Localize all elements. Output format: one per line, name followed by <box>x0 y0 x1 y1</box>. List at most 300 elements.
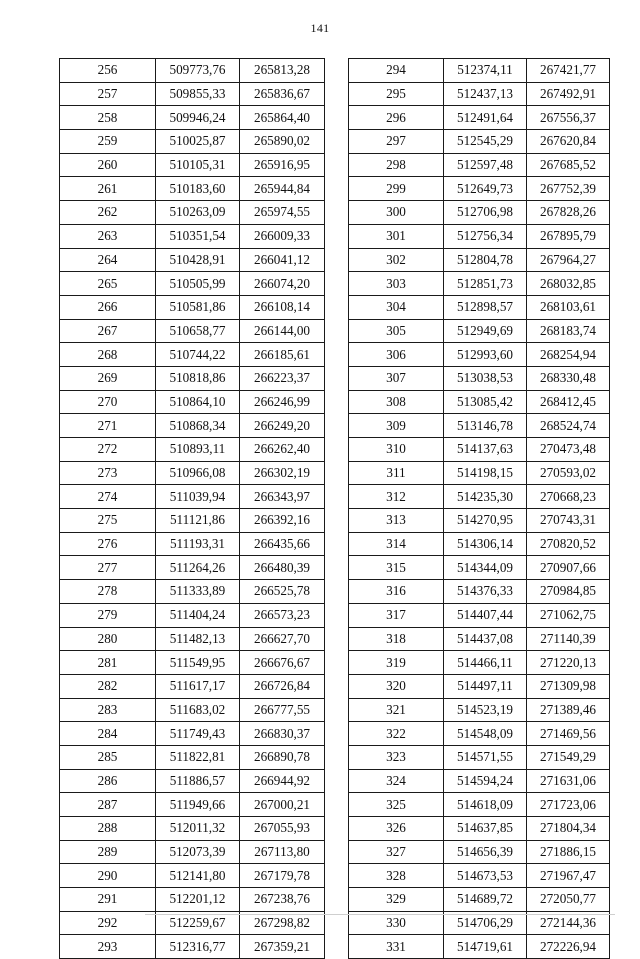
x-coordinate-cell: 514719,61 <box>444 935 527 959</box>
x-coordinate-cell: 510744,22 <box>156 343 240 367</box>
x-coordinate-cell: 514706,29 <box>444 911 527 935</box>
table-row <box>349 627 610 651</box>
x-coordinate-cell: 512756,34 <box>444 224 527 248</box>
y-coordinate-cell: 267000,21 <box>240 793 325 817</box>
point-number-cell: 297 <box>349 130 444 154</box>
x-coordinate-cell: 512141,80 <box>156 864 240 888</box>
x-coordinate-cell: 514497,11 <box>444 674 527 698</box>
point-number-cell: 292 <box>60 911 156 935</box>
point-number-cell: 283 <box>60 698 156 722</box>
y-coordinate-cell: 266185,61 <box>240 343 325 367</box>
coordinates-table-right <box>348 58 610 959</box>
y-coordinate-cell: 271140,39 <box>527 627 610 651</box>
x-coordinate-cell: 511193,31 <box>156 532 240 556</box>
point-number-cell: 311 <box>349 461 444 485</box>
table-row <box>60 177 325 201</box>
y-coordinate-cell: 267113,80 <box>240 840 325 864</box>
table-row <box>349 651 610 675</box>
table-row <box>349 130 610 154</box>
point-number-cell: 281 <box>60 651 156 675</box>
point-number-cell: 259 <box>60 130 156 154</box>
x-coordinate-cell: 514376,33 <box>444 580 527 604</box>
x-coordinate-cell: 510581,86 <box>156 295 240 319</box>
table-row <box>349 532 610 556</box>
x-coordinate-cell: 510658,77 <box>156 319 240 343</box>
x-coordinate-cell: 513146,78 <box>444 414 527 438</box>
x-coordinate-cell: 512259,67 <box>156 911 240 935</box>
table-row <box>60 414 325 438</box>
point-number-cell: 270 <box>60 390 156 414</box>
table-row <box>349 248 610 272</box>
point-number-cell: 278 <box>60 580 156 604</box>
point-number-cell: 305 <box>349 319 444 343</box>
y-coordinate-cell: 270820,52 <box>527 532 610 556</box>
x-coordinate-cell: 510428,91 <box>156 248 240 272</box>
point-number-cell: 258 <box>60 106 156 130</box>
point-number-cell: 288 <box>60 817 156 841</box>
x-coordinate-cell: 514198,15 <box>444 461 527 485</box>
table-row <box>60 722 325 746</box>
y-coordinate-cell: 270668,23 <box>527 485 610 509</box>
point-number-cell: 329 <box>349 888 444 912</box>
table-row <box>60 651 325 675</box>
x-coordinate-cell: 512201,12 <box>156 888 240 912</box>
y-coordinate-cell: 267620,84 <box>527 130 610 154</box>
point-number-cell: 310 <box>349 438 444 462</box>
x-coordinate-cell: 512949,69 <box>444 319 527 343</box>
table-row <box>349 840 610 864</box>
point-number-cell: 314 <box>349 532 444 556</box>
point-number-cell: 269 <box>60 366 156 390</box>
x-coordinate-cell: 511264,26 <box>156 556 240 580</box>
y-coordinate-cell: 271967,47 <box>527 864 610 888</box>
x-coordinate-cell: 512649,73 <box>444 177 527 201</box>
y-coordinate-cell: 268103,61 <box>527 295 610 319</box>
y-coordinate-cell: 265890,02 <box>240 130 325 154</box>
x-coordinate-cell: 511683,02 <box>156 698 240 722</box>
table-row <box>60 793 325 817</box>
table-row <box>349 343 610 367</box>
x-coordinate-cell: 510105,31 <box>156 153 240 177</box>
x-coordinate-cell: 510183,60 <box>156 177 240 201</box>
point-number-cell: 301 <box>349 224 444 248</box>
table-row <box>60 603 325 627</box>
table-row <box>349 769 610 793</box>
point-number-cell: 277 <box>60 556 156 580</box>
y-coordinate-cell: 266435,66 <box>240 532 325 556</box>
x-coordinate-cell: 513038,53 <box>444 366 527 390</box>
y-coordinate-cell: 266830,37 <box>240 722 325 746</box>
x-coordinate-cell: 514344,09 <box>444 556 527 580</box>
point-number-cell: 300 <box>349 201 444 225</box>
x-coordinate-cell: 512851,73 <box>444 272 527 296</box>
point-number-cell: 275 <box>60 509 156 533</box>
y-coordinate-cell: 271389,46 <box>527 698 610 722</box>
point-number-cell: 294 <box>349 59 444 83</box>
point-number-cell: 309 <box>349 414 444 438</box>
x-coordinate-cell: 514571,55 <box>444 745 527 769</box>
table-row <box>60 295 325 319</box>
point-number-cell: 273 <box>60 461 156 485</box>
table-row <box>60 153 325 177</box>
table-row <box>60 935 325 959</box>
point-number-cell: 272 <box>60 438 156 462</box>
table-row <box>349 698 610 722</box>
table-row <box>60 817 325 841</box>
y-coordinate-cell: 267895,79 <box>527 224 610 248</box>
table-row <box>60 272 325 296</box>
y-coordinate-cell: 266302,19 <box>240 461 325 485</box>
point-number-cell: 326 <box>349 817 444 841</box>
y-coordinate-cell: 270473,48 <box>527 438 610 462</box>
point-number-cell: 296 <box>349 106 444 130</box>
x-coordinate-cell: 514270,95 <box>444 509 527 533</box>
y-coordinate-cell: 267752,39 <box>527 177 610 201</box>
x-coordinate-cell: 512316,77 <box>156 935 240 959</box>
y-coordinate-cell: 267055,93 <box>240 817 325 841</box>
point-number-cell: 266 <box>60 295 156 319</box>
y-coordinate-cell: 267298,82 <box>240 911 325 935</box>
x-coordinate-cell: 514548,09 <box>444 722 527 746</box>
table-row <box>349 319 610 343</box>
table-row <box>60 485 325 509</box>
x-coordinate-cell: 510966,08 <box>156 461 240 485</box>
y-coordinate-cell: 268524,74 <box>527 414 610 438</box>
point-number-cell: 271 <box>60 414 156 438</box>
x-coordinate-cell: 511333,89 <box>156 580 240 604</box>
point-number-cell: 318 <box>349 627 444 651</box>
table-row <box>349 556 610 580</box>
x-coordinate-cell: 511949,66 <box>156 793 240 817</box>
table-row <box>349 438 610 462</box>
point-number-cell: 320 <box>349 674 444 698</box>
point-number-cell: 261 <box>60 177 156 201</box>
point-number-cell: 260 <box>60 153 156 177</box>
x-coordinate-cell: 511482,13 <box>156 627 240 651</box>
point-number-cell: 263 <box>60 224 156 248</box>
y-coordinate-cell: 266627,70 <box>240 627 325 651</box>
y-coordinate-cell: 267359,21 <box>240 935 325 959</box>
table-row <box>60 248 325 272</box>
x-coordinate-cell: 512374,11 <box>444 59 527 83</box>
x-coordinate-cell: 512545,29 <box>444 130 527 154</box>
y-coordinate-cell: 268412,45 <box>527 390 610 414</box>
y-coordinate-cell: 265864,40 <box>240 106 325 130</box>
table-row <box>60 319 325 343</box>
y-coordinate-cell: 267492,91 <box>527 82 610 106</box>
table-row <box>60 509 325 533</box>
point-number-cell: 268 <box>60 343 156 367</box>
point-number-cell: 317 <box>349 603 444 627</box>
y-coordinate-cell: 266223,37 <box>240 366 325 390</box>
y-coordinate-cell: 271469,56 <box>527 722 610 746</box>
y-coordinate-cell: 271309,98 <box>527 674 610 698</box>
y-coordinate-cell: 268254,94 <box>527 343 610 367</box>
point-number-cell: 306 <box>349 343 444 367</box>
table-row <box>60 130 325 154</box>
table-row <box>60 343 325 367</box>
table-row <box>349 603 610 627</box>
point-number-cell: 328 <box>349 864 444 888</box>
table-row <box>349 82 610 106</box>
table-row <box>349 272 610 296</box>
table-row <box>60 580 325 604</box>
page-number: 141 <box>310 21 330 35</box>
y-coordinate-cell: 272050,77 <box>527 888 610 912</box>
y-coordinate-cell: 267238,76 <box>240 888 325 912</box>
x-coordinate-cell: 514466,11 <box>444 651 527 675</box>
y-coordinate-cell: 266074,20 <box>240 272 325 296</box>
y-coordinate-cell: 265944,84 <box>240 177 325 201</box>
table-row <box>349 485 610 509</box>
table-row <box>349 461 610 485</box>
y-coordinate-cell: 266041,12 <box>240 248 325 272</box>
x-coordinate-cell: 510864,10 <box>156 390 240 414</box>
table-row <box>349 674 610 698</box>
table-row <box>60 532 325 556</box>
table-row <box>349 366 610 390</box>
y-coordinate-cell: 267964,27 <box>527 248 610 272</box>
point-number-cell: 303 <box>349 272 444 296</box>
point-number-cell: 331 <box>349 935 444 959</box>
point-number-cell: 330 <box>349 911 444 935</box>
table-row <box>60 698 325 722</box>
y-coordinate-cell: 271804,34 <box>527 817 610 841</box>
y-coordinate-cell: 271549,29 <box>527 745 610 769</box>
x-coordinate-cell: 510351,54 <box>156 224 240 248</box>
y-coordinate-cell: 267179,78 <box>240 864 325 888</box>
table-row <box>349 224 610 248</box>
y-coordinate-cell: 266944,92 <box>240 769 325 793</box>
y-coordinate-cell: 268183,74 <box>527 319 610 343</box>
table-row <box>349 722 610 746</box>
x-coordinate-cell: 511749,43 <box>156 722 240 746</box>
coordinates-table-left <box>59 58 325 959</box>
point-number-cell: 304 <box>349 295 444 319</box>
table-row <box>349 201 610 225</box>
x-coordinate-cell: 512993,60 <box>444 343 527 367</box>
table-row <box>60 769 325 793</box>
y-coordinate-cell: 266573,23 <box>240 603 325 627</box>
point-number-cell: 299 <box>349 177 444 201</box>
y-coordinate-cell: 268330,48 <box>527 366 610 390</box>
table-row <box>60 864 325 888</box>
point-number-cell: 313 <box>349 509 444 533</box>
x-coordinate-cell: 510505,99 <box>156 272 240 296</box>
table-row <box>60 82 325 106</box>
point-number-cell: 316 <box>349 580 444 604</box>
y-coordinate-cell: 271220,13 <box>527 651 610 675</box>
table-row <box>60 366 325 390</box>
page-bottom-rule <box>145 914 615 915</box>
x-coordinate-cell: 510263,09 <box>156 201 240 225</box>
x-coordinate-cell: 511039,94 <box>156 485 240 509</box>
x-coordinate-cell: 512898,57 <box>444 295 527 319</box>
x-coordinate-cell: 512011,32 <box>156 817 240 841</box>
point-number-cell: 322 <box>349 722 444 746</box>
point-number-cell: 264 <box>60 248 156 272</box>
table-row <box>60 745 325 769</box>
x-coordinate-cell: 510893,11 <box>156 438 240 462</box>
point-number-cell: 295 <box>349 82 444 106</box>
point-number-cell: 284 <box>60 722 156 746</box>
point-number-cell: 293 <box>60 935 156 959</box>
y-coordinate-cell: 270984,85 <box>527 580 610 604</box>
y-coordinate-cell: 266726,84 <box>240 674 325 698</box>
table-row <box>60 674 325 698</box>
point-number-cell: 279 <box>60 603 156 627</box>
table-row <box>60 840 325 864</box>
y-coordinate-cell: 268032,85 <box>527 272 610 296</box>
x-coordinate-cell: 511121,86 <box>156 509 240 533</box>
point-number-cell: 312 <box>349 485 444 509</box>
x-coordinate-cell: 514637,85 <box>444 817 527 841</box>
table-row <box>349 817 610 841</box>
x-coordinate-cell: 511822,81 <box>156 745 240 769</box>
table-row <box>349 793 610 817</box>
point-number-cell: 298 <box>349 153 444 177</box>
table-row <box>60 106 325 130</box>
point-number-cell: 256 <box>60 59 156 83</box>
point-number-cell: 315 <box>349 556 444 580</box>
table-row <box>349 295 610 319</box>
x-coordinate-cell: 511886,57 <box>156 769 240 793</box>
x-coordinate-cell: 511549,95 <box>156 651 240 675</box>
x-coordinate-cell: 510818,86 <box>156 366 240 390</box>
table-row <box>60 556 325 580</box>
point-number-cell: 285 <box>60 745 156 769</box>
table-row <box>349 888 610 912</box>
point-number-cell: 323 <box>349 745 444 769</box>
y-coordinate-cell: 266009,33 <box>240 224 325 248</box>
x-coordinate-cell: 512804,78 <box>444 248 527 272</box>
y-coordinate-cell: 265836,67 <box>240 82 325 106</box>
x-coordinate-cell: 514437,08 <box>444 627 527 651</box>
y-coordinate-cell: 271062,75 <box>527 603 610 627</box>
point-number-cell: 280 <box>60 627 156 651</box>
x-coordinate-cell: 509773,76 <box>156 59 240 83</box>
x-coordinate-cell: 514673,53 <box>444 864 527 888</box>
y-coordinate-cell: 266249,20 <box>240 414 325 438</box>
x-coordinate-cell: 513085,42 <box>444 390 527 414</box>
point-number-cell: 265 <box>60 272 156 296</box>
table-row <box>349 390 610 414</box>
table-row <box>349 59 610 83</box>
point-number-cell: 291 <box>60 888 156 912</box>
y-coordinate-cell: 266525,78 <box>240 580 325 604</box>
point-number-cell: 307 <box>349 366 444 390</box>
x-coordinate-cell: 510025,87 <box>156 130 240 154</box>
y-coordinate-cell: 271886,15 <box>527 840 610 864</box>
x-coordinate-cell: 514235,30 <box>444 485 527 509</box>
table-row <box>60 224 325 248</box>
x-coordinate-cell: 509855,33 <box>156 82 240 106</box>
y-coordinate-cell: 267685,52 <box>527 153 610 177</box>
x-coordinate-cell: 511404,24 <box>156 603 240 627</box>
x-coordinate-cell: 512437,13 <box>444 82 527 106</box>
x-coordinate-cell: 514594,24 <box>444 769 527 793</box>
y-coordinate-cell: 265916,95 <box>240 153 325 177</box>
table-row <box>60 888 325 912</box>
y-coordinate-cell: 266890,78 <box>240 745 325 769</box>
point-number-cell: 286 <box>60 769 156 793</box>
x-coordinate-cell: 512706,98 <box>444 201 527 225</box>
point-number-cell: 308 <box>349 390 444 414</box>
x-coordinate-cell: 514689,72 <box>444 888 527 912</box>
y-coordinate-cell: 267828,26 <box>527 201 610 225</box>
table-row <box>349 106 610 130</box>
point-number-cell: 324 <box>349 769 444 793</box>
x-coordinate-cell: 514523,19 <box>444 698 527 722</box>
y-coordinate-cell: 267421,77 <box>527 59 610 83</box>
x-coordinate-cell: 512597,48 <box>444 153 527 177</box>
x-coordinate-cell: 511617,17 <box>156 674 240 698</box>
x-coordinate-cell: 514137,63 <box>444 438 527 462</box>
table-row <box>349 580 610 604</box>
table-row <box>349 414 610 438</box>
table-row <box>60 59 325 83</box>
x-coordinate-cell: 512491,64 <box>444 106 527 130</box>
point-number-cell: 319 <box>349 651 444 675</box>
point-number-cell: 321 <box>349 698 444 722</box>
table-row <box>349 153 610 177</box>
table-row <box>349 745 610 769</box>
x-coordinate-cell: 510868,34 <box>156 414 240 438</box>
point-number-cell: 327 <box>349 840 444 864</box>
y-coordinate-cell: 272226,94 <box>527 935 610 959</box>
table-row <box>349 509 610 533</box>
table-row <box>60 201 325 225</box>
point-number-cell: 276 <box>60 532 156 556</box>
point-number-cell: 287 <box>60 793 156 817</box>
y-coordinate-cell: 266108,14 <box>240 295 325 319</box>
y-coordinate-cell: 266246,99 <box>240 390 325 414</box>
table-row <box>60 627 325 651</box>
y-coordinate-cell: 270907,66 <box>527 556 610 580</box>
y-coordinate-cell: 266392,16 <box>240 509 325 533</box>
x-coordinate-cell: 509946,24 <box>156 106 240 130</box>
y-coordinate-cell: 265974,55 <box>240 201 325 225</box>
x-coordinate-cell: 514618,09 <box>444 793 527 817</box>
point-number-cell: 290 <box>60 864 156 888</box>
point-number-cell: 262 <box>60 201 156 225</box>
point-number-cell: 325 <box>349 793 444 817</box>
table-row <box>349 177 610 201</box>
y-coordinate-cell: 272144,36 <box>527 911 610 935</box>
y-coordinate-cell: 266676,67 <box>240 651 325 675</box>
x-coordinate-cell: 514306,14 <box>444 532 527 556</box>
point-number-cell: 274 <box>60 485 156 509</box>
table-row <box>349 935 610 959</box>
point-number-cell: 302 <box>349 248 444 272</box>
table-row <box>349 864 610 888</box>
y-coordinate-cell: 265813,28 <box>240 59 325 83</box>
y-coordinate-cell: 270743,31 <box>527 509 610 533</box>
y-coordinate-cell: 267556,37 <box>527 106 610 130</box>
y-coordinate-cell: 266343,97 <box>240 485 325 509</box>
point-number-cell: 289 <box>60 840 156 864</box>
x-coordinate-cell: 512073,39 <box>156 840 240 864</box>
y-coordinate-cell: 266480,39 <box>240 556 325 580</box>
y-coordinate-cell: 271631,06 <box>527 769 610 793</box>
y-coordinate-cell: 266777,55 <box>240 698 325 722</box>
point-number-cell: 257 <box>60 82 156 106</box>
y-coordinate-cell: 271723,06 <box>527 793 610 817</box>
y-coordinate-cell: 266144,00 <box>240 319 325 343</box>
y-coordinate-cell: 270593,02 <box>527 461 610 485</box>
y-coordinate-cell: 266262,40 <box>240 438 325 462</box>
table-row <box>60 438 325 462</box>
